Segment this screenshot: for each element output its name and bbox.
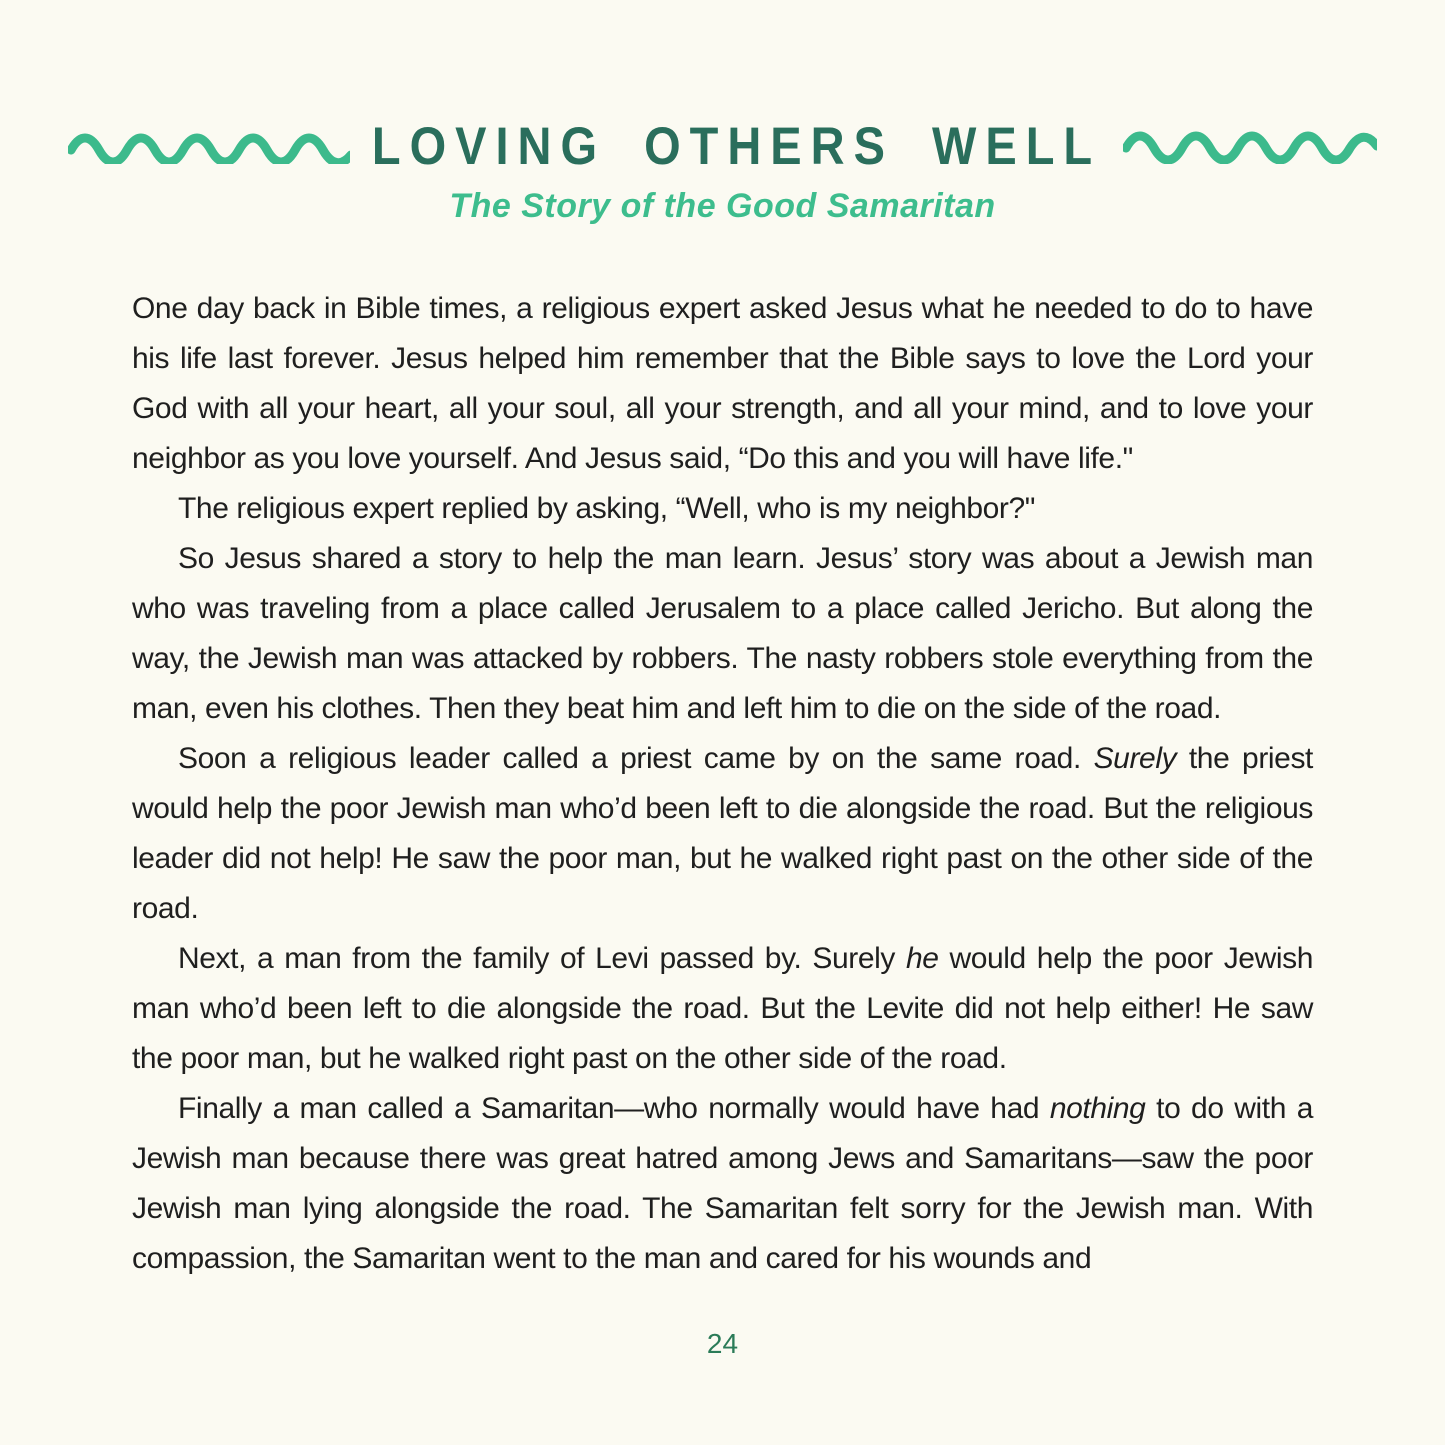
text-run: Soon a religious leader called a priest came by on the same road. xyxy=(178,742,1094,775)
story-paragraph xyxy=(132,734,1313,934)
text-run: to do with a Jewish man because there was great hatred among Jews and Samaritans—saw the poor Jewish man lying alongside the road. The Samaritan felt sorry for the Jewish man. With compassion, the Samaritan went to the man and cared for his wounds and xyxy=(132,1092,1313,1275)
text-run: would help the poor Jewish man who’d been left to die alongside the road. But the Levite did not help either! He saw the poor man, but he walked right past on the other side of the road. xyxy=(132,942,1313,1075)
story-paragraph xyxy=(132,534,1313,734)
page-subtitle: The Story of the Good Samaritan xyxy=(449,187,996,225)
story-paragraph xyxy=(132,284,1313,484)
page-title: LOVING OTHERS WELL xyxy=(371,115,1102,176)
story-paragraph xyxy=(132,1084,1313,1284)
right-squiggle-icon xyxy=(1123,128,1377,164)
chapter-header xyxy=(0,115,1445,176)
text-run: The religious expert replied by asking, “Well, who is my neighbor?" xyxy=(178,492,1036,525)
italic-text-run: Surely xyxy=(1093,742,1177,775)
italic-text-run: nothing xyxy=(1049,1092,1146,1125)
story-paragraph xyxy=(132,934,1313,1084)
text-run: Next, a man from the family of Levi passed by. Surely xyxy=(178,942,906,975)
text-run: the priest would help the poor Jewish man who’d been left to die alongside the road. But the religious leader did not help! He saw the poor man, but he walked right past on the other side of the road. xyxy=(132,742,1313,925)
story-paragraph xyxy=(132,484,1313,534)
story-body-text xyxy=(132,284,1313,1284)
text-run: So Jesus shared a story to help the man learn. Jesus’ story was about a Jewish man who was traveling from a place called Jerusalem to a place called Jericho. But along the way, the Jewish man was attacked by robbers. The nasty robbers stole everything from the man, even his clothes. Then they beat him and left him to die on the side of the road. xyxy=(132,542,1313,725)
text-run: One day back in Bible times, a religious expert asked Jesus what he needed to do to have his life last forever. Jesus helped him remember that the Bible says to love the Lord your God with all your heart, all your soul, all your strength, and all your mind, and to love your neighbor as you love yourself. And Jesus said, “Do this and you will have life." xyxy=(132,292,1313,475)
italic-text-run: he xyxy=(905,942,939,975)
text-run: Finally a man called a Samaritan—who normally would have had xyxy=(178,1092,1050,1125)
left-squiggle-icon xyxy=(68,128,350,164)
page-number: 24 xyxy=(706,1328,739,1359)
